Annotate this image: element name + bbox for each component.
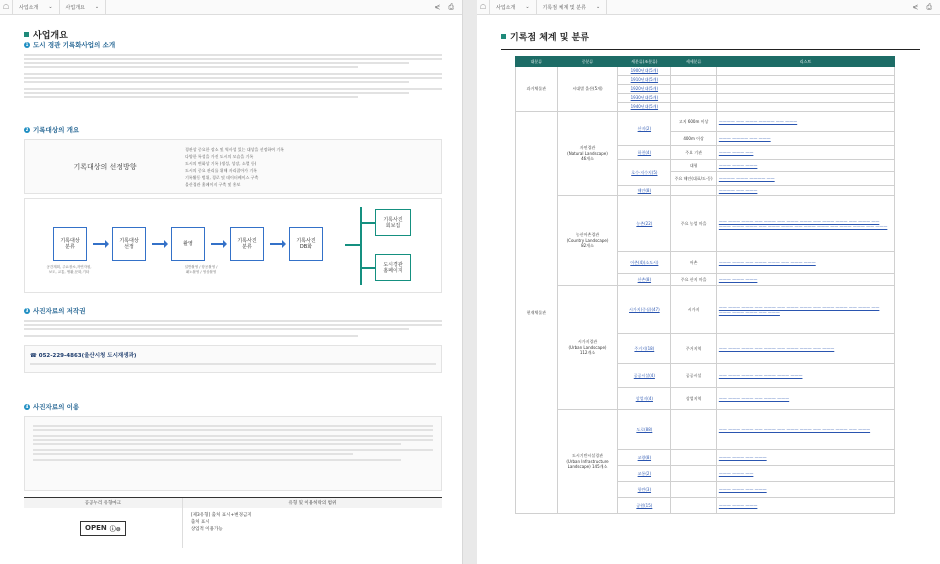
table-link[interactable]: 하천(4) bbox=[618, 146, 671, 160]
copyright-paragraph bbox=[24, 320, 442, 337]
section-usage bbox=[24, 402, 442, 548]
table-cell: 어촌 bbox=[671, 252, 716, 274]
table-link[interactable]: 1900년대(5개) bbox=[618, 67, 671, 76]
flow-step-db: 기록사진 DB화 bbox=[289, 227, 323, 261]
table-link[interactable]: 공공시설(4) bbox=[618, 364, 671, 388]
category-present: 현재체물관 bbox=[516, 112, 558, 514]
output-report: 기록사진 회보집 bbox=[375, 209, 411, 236]
arrow-icon bbox=[152, 243, 165, 245]
table-cell: 주거지역 bbox=[671, 334, 716, 364]
criteria-item: 울산경관 홈페이지 구축 및 홍보 bbox=[185, 181, 241, 187]
table-cell: 공공시설 bbox=[671, 364, 716, 388]
table-link[interactable]: 어촌(4)(소도시) bbox=[618, 252, 671, 274]
share-icon[interactable]: ⋞ bbox=[434, 2, 441, 11]
table-link[interactable]: 항만(3) bbox=[618, 482, 671, 498]
flow-step-sort: 기록사진 분류 bbox=[230, 227, 264, 261]
table-link[interactable]: 공원(15) bbox=[618, 498, 671, 514]
cc-icon: ⓘ⊜ bbox=[109, 525, 121, 533]
criteria-item: 도시의 변화상 기록 (생성, 성장, 소멸 등) bbox=[185, 160, 257, 166]
table-list[interactable]: ———— —— ——— bbox=[716, 186, 894, 196]
table-list[interactable]: ——— ——— —— bbox=[716, 466, 894, 482]
section-heading-text: 사진자료의 저작권 bbox=[33, 307, 86, 315]
arrow-icon bbox=[93, 243, 106, 245]
selection-title: 기록대상의 선정방향 bbox=[73, 162, 137, 171]
classification-table bbox=[515, 56, 895, 514]
license-table bbox=[24, 497, 442, 548]
breadcrumb-item-1[interactable] bbox=[490, 0, 537, 15]
breadcrumb-label: 기록점 체계 및 분류 bbox=[542, 4, 586, 11]
right-page bbox=[477, 0, 940, 564]
section-heading-text: 사진자료의 이용 bbox=[33, 403, 80, 411]
breadcrumb-item-2[interactable] bbox=[537, 0, 608, 15]
contact-phone: ☎ 052-229-4863(울산시청 도시재생과) bbox=[30, 353, 137, 359]
section-copyright bbox=[24, 306, 442, 373]
table-list[interactable]: —— ——— ——— —— ——— —— ——— ——— —— ——— ——— —— ——— bbox=[716, 410, 894, 450]
table-list[interactable]: ——— ——— —— bbox=[716, 146, 894, 160]
section-intro bbox=[24, 40, 442, 100]
arrow-icon bbox=[270, 243, 283, 245]
criteria-item: 경관상 중요한 장소 및 역사성 있는 대상을 선정하여 기록 bbox=[185, 146, 285, 152]
subcategory-country: 농산어촌경관 (Country Landscape) 82개소 bbox=[557, 196, 618, 286]
criteria-item: 다양한 특성을 가진 도시의 모습을 기록 bbox=[185, 153, 254, 159]
open-license-logo bbox=[80, 521, 126, 536]
breadcrumb-label: 사업소개 bbox=[496, 4, 516, 11]
table-cell: 고지 600m 이상 bbox=[671, 112, 716, 132]
section-heading bbox=[24, 402, 442, 411]
table-list[interactable]: ——— ——— ——— bbox=[716, 274, 894, 286]
breadcrumb-item-1[interactable] bbox=[13, 0, 60, 15]
table-header: 유형 및 이용허락의 범위 bbox=[183, 498, 442, 508]
table-list[interactable]: —— ——— ——— —— ——— —— ——— ——— —— ——— ——— —— ——— —— ——— ——— ——— —— ——— bbox=[716, 286, 894, 334]
section-heading bbox=[24, 306, 442, 315]
contact-box bbox=[24, 345, 442, 373]
table-header: 세세분류 bbox=[671, 57, 716, 67]
table-list[interactable]: ——— ———— —— ——— bbox=[716, 132, 894, 146]
license-item: 상업적 이용가능 bbox=[190, 527, 223, 532]
subcategory-infrastructure: 도시기반시설경관 (Urban Infrastructure Landscape) 145개소 bbox=[557, 410, 618, 514]
table-cell: 대형 bbox=[671, 160, 716, 172]
output-homepage: 도시경관 홈페이지 bbox=[375, 254, 411, 281]
print-icon[interactable]: ⎙ bbox=[448, 2, 454, 11]
breadcrumb-label: 사업개요 bbox=[65, 4, 85, 11]
table-link[interactable]: 시가지(중심)(47) bbox=[618, 286, 671, 334]
table-link[interactable]: 산촌(8) bbox=[618, 274, 671, 286]
subcategory-natural: 자연경관 (Natural Landscape) 46개소 bbox=[557, 112, 618, 196]
subcategory-era: 시대별 울산(5개) bbox=[557, 67, 618, 112]
table-link[interactable]: 도로(88) bbox=[618, 410, 671, 450]
arrow-icon bbox=[211, 243, 224, 245]
section-overview bbox=[24, 125, 442, 194]
flow-step-shoot: 촬영 bbox=[171, 227, 205, 261]
category-past: 과거체물관 bbox=[516, 67, 558, 112]
section-heading bbox=[24, 125, 442, 134]
table-link[interactable]: 산지(2) bbox=[618, 112, 671, 146]
table-list[interactable]: ——— ——— —— ——— bbox=[716, 450, 894, 466]
flow-step-select: 기록대상 선정 bbox=[112, 227, 146, 261]
table-header: 리스트 bbox=[716, 57, 894, 67]
page-title-text: 사업개요 bbox=[33, 31, 68, 41]
breadcrumb-item-2[interactable] bbox=[60, 0, 107, 15]
section-number-icon: 4 bbox=[25, 404, 29, 409]
breadcrumb-label: 사업소개 bbox=[19, 4, 39, 11]
section-number-icon: 1 bbox=[25, 42, 29, 47]
table-cell: 주요 농업 마을 bbox=[671, 196, 716, 252]
usage-box bbox=[24, 416, 442, 491]
subcategory-urban: 시가지경관 (Urban Landscape) 112개소 bbox=[557, 286, 618, 410]
left-page bbox=[0, 0, 463, 564]
table-link[interactable]: 호수·저수지(5) bbox=[618, 160, 671, 186]
table-cell: 주요 해안(대표/도·동) bbox=[671, 172, 716, 186]
print-icon[interactable]: ⎙ bbox=[926, 2, 932, 11]
table-link[interactable]: 농촌(22) bbox=[618, 196, 671, 252]
table-link[interactable]: 1910년대(5개) bbox=[618, 76, 671, 85]
table-list[interactable]: ———— ——— ———— —— bbox=[716, 172, 894, 186]
chevron-down-icon: ⌄ bbox=[94, 4, 100, 10]
breadcrumb-bar bbox=[0, 0, 462, 15]
table-link[interactable]: 교통(2) bbox=[618, 466, 671, 482]
flow-step-classify: 기록대상 분류 bbox=[53, 227, 87, 261]
open-mark-text: OPEN bbox=[85, 524, 107, 532]
table-link[interactable]: 주거지(18) bbox=[618, 334, 671, 364]
license-type: [제3유형] 출처 표시+변경금지 bbox=[190, 513, 252, 518]
section-heading-text: 기록대상의 개요 bbox=[33, 126, 80, 134]
intro-paragraph bbox=[24, 54, 442, 98]
title-marker-icon bbox=[24, 32, 29, 37]
breadcrumb-bar bbox=[477, 0, 940, 15]
table-list[interactable]: —— ——— ——— —— ——— —— ——— ——— —— ——— ——— —— ——— —— ——— ——— ——— —— ——— ——— —— ——— ——— —— ——— ——— —— ——— bbox=[716, 196, 894, 252]
selection-box bbox=[24, 139, 442, 194]
chevron-down-icon: ⌄ bbox=[48, 4, 53, 10]
table-cell: 상업지역 bbox=[671, 388, 716, 410]
table-header: 대분류 bbox=[516, 57, 558, 67]
section-number-icon: 2 bbox=[25, 127, 29, 132]
share-icon[interactable]: ⋞ bbox=[912, 2, 919, 11]
home-icon[interactable]: ☖ bbox=[477, 0, 490, 15]
table-list[interactable]: ——— ——— —— ——— ——— —— ——— ——— bbox=[716, 252, 894, 274]
title-marker-icon bbox=[501, 34, 506, 39]
table-header: 세분류(조분류) bbox=[618, 57, 671, 67]
table-cell: 시가지 bbox=[671, 286, 716, 334]
criteria-item: 도시의 중요 관리를 위해 자리잡아가 기록 bbox=[185, 167, 258, 173]
table-list[interactable]: —— ——— ——— —— ——— ——— bbox=[716, 388, 894, 410]
process-diagram bbox=[24, 198, 442, 293]
table-cell: 400m 이상 bbox=[671, 132, 716, 146]
table-list[interactable]: ———— —— ——— ———— —— ——— bbox=[716, 112, 894, 132]
section-heading-text: 도시 경관 기록화사업의 소개 bbox=[33, 41, 116, 49]
license-item: 출처 표시 bbox=[190, 520, 210, 525]
page-title bbox=[501, 30, 940, 43]
table-header: 공공누리 유형마크 bbox=[24, 498, 182, 508]
table-link[interactable]: 1920년대(5개) bbox=[618, 85, 671, 94]
chevron-down-icon: ⌄ bbox=[595, 4, 601, 10]
table-list[interactable]: —— ——— ——— —— ——— ——— ——— bbox=[716, 364, 894, 388]
home-icon[interactable]: ☖ bbox=[0, 0, 13, 15]
criteria-item: 기록활동 범위, 경로 및 데이터베이스 구축 bbox=[185, 174, 259, 180]
table-link[interactable]: 교량(8) bbox=[618, 450, 671, 466]
table-list[interactable]: —— ——— ——— —— ——— —— ——— ——— —— ——— bbox=[716, 334, 894, 364]
section-heading bbox=[24, 40, 442, 49]
flow-step-note: 공간계획, 주요장소,자연자원, 보도, 교통, 생활,문화,기타 bbox=[46, 265, 92, 274]
section-number-icon: 3 bbox=[25, 308, 29, 313]
table-list[interactable]: ——— ——— ——— bbox=[716, 160, 894, 172]
flow-step-note: 일반촬영 / 항공촬영 / 패노촬영 / 영상촬영 bbox=[184, 265, 218, 274]
criteria-list bbox=[185, 146, 284, 188]
table-cell: 주요 기관 bbox=[671, 146, 716, 160]
table-list[interactable]: ——— ——— —— ——— bbox=[716, 482, 894, 498]
table-header: 중분류 bbox=[557, 57, 618, 67]
table-link[interactable]: 1930년대(5개) bbox=[618, 94, 671, 103]
page-title-text: 기록점 체계 및 분류 bbox=[510, 33, 589, 43]
table-cell: 주요 산지 마을 bbox=[671, 274, 716, 286]
table-list[interactable]: ——— ——— ——— bbox=[716, 498, 894, 514]
table-link[interactable]: 해안(8) bbox=[618, 186, 671, 196]
chevron-down-icon: ⌄ bbox=[525, 4, 530, 10]
table-link[interactable]: 상업지(4) bbox=[618, 388, 671, 410]
table-link[interactable]: 1940년대(5개) bbox=[618, 103, 671, 112]
